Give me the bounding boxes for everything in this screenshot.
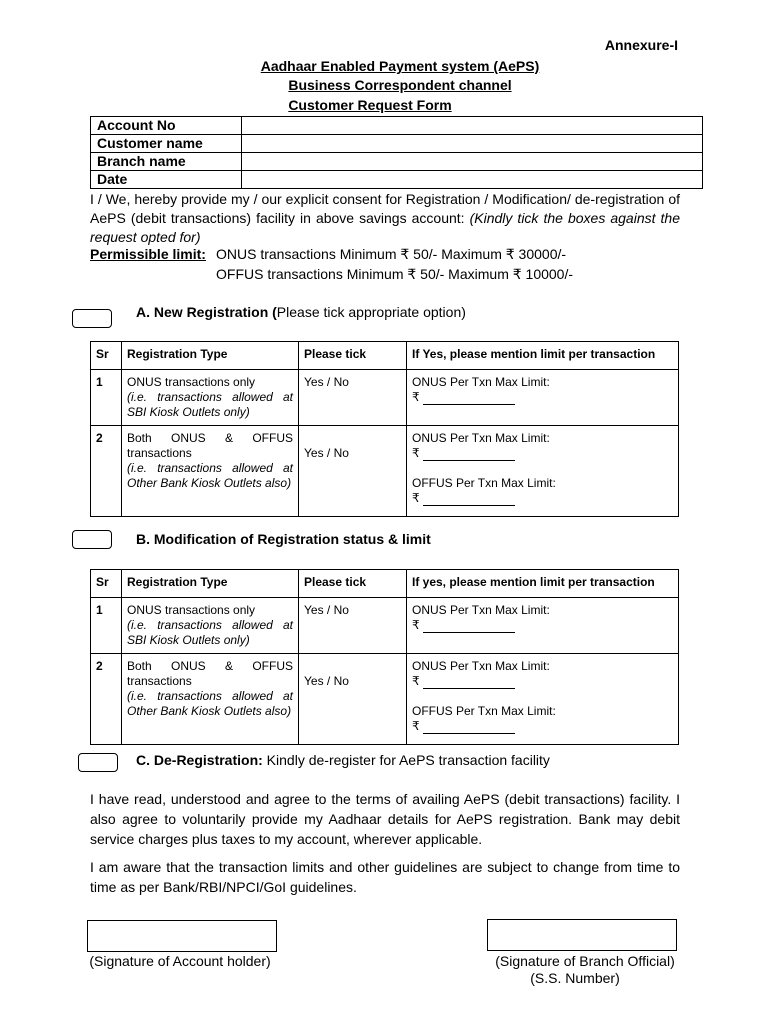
form-title-2: Business Correspondent channel	[288, 77, 512, 93]
section-a-heading	[136, 304, 466, 320]
table-row	[91, 370, 679, 426]
consent-note: (Kindly tick the boxes against the request opted for)	[90, 210, 680, 245]
section-c-heading	[136, 752, 550, 768]
section-c-note: Kindly de-register for AePS transaction facility	[262, 752, 550, 768]
section-a-note: Please tick appropriate option)	[276, 304, 466, 320]
modification-checkbox[interactable]	[72, 530, 112, 549]
row-sr: 2	[91, 654, 122, 745]
table-row	[91, 598, 679, 654]
branch-name-field[interactable]	[242, 153, 703, 171]
row-tick[interactable]: Yes / No	[299, 370, 407, 426]
offus-limit-label: OFFUS Per Txn Max Limit:	[412, 476, 556, 490]
col-sr: Sr	[91, 342, 122, 370]
ss-number-label: (S.S. Number)	[530, 970, 620, 986]
row-tick[interactable]: Yes / No	[299, 426, 407, 517]
table-row	[91, 426, 679, 517]
offus-limit-blank[interactable]	[423, 493, 515, 506]
new-registration-checkbox[interactable]	[72, 309, 112, 328]
agreement-paragraph-1: I have read, understood and agree to the terms of availing AePS (debit transactions) facility. I also agree to voluntarily provide my Aadhaar details for AePS registration. Bank may debit service charges plus taxes to my account, wherever applicable.	[90, 791, 680, 847]
rupee-symbol: ₹	[412, 390, 420, 404]
rupee-symbol: ₹	[412, 618, 420, 632]
onus-limit-blank[interactable]	[423, 392, 515, 405]
date-field[interactable]	[242, 171, 703, 189]
customer-name-label: Customer name	[91, 135, 242, 153]
row-type-main: ONUS transactions only	[127, 375, 256, 389]
row-type-main: Both ONUS & OFFUS transactions	[127, 431, 293, 460]
row-tick[interactable]: Yes / No	[299, 654, 407, 745]
section-a-title: A. New Registration (	[136, 304, 277, 320]
branch-name-label: Branch name	[91, 153, 242, 171]
col-limit: If Yes, please mention limit per transaction	[407, 342, 679, 370]
row-type-note: (i.e. transactions allowed at SBI Kiosk Outlets only)	[127, 390, 293, 419]
table-row	[91, 117, 703, 135]
customer-name-field[interactable]	[242, 135, 703, 153]
rupee-symbol: ₹	[412, 491, 420, 505]
row-limit	[407, 426, 679, 517]
onus-limit-label: ONUS Per Txn Max Limit:	[412, 659, 550, 673]
table-row	[91, 135, 703, 153]
section-c-title: C. De-Registration:	[136, 752, 263, 768]
branch-official-signature-label: (Signature of Branch Official)	[495, 953, 675, 969]
onus-limit-label: ONUS Per Txn Max Limit:	[412, 431, 550, 445]
row-type	[122, 370, 299, 426]
offus-limit-blank[interactable]	[423, 721, 515, 734]
onus-limit-label: ONUS Per Txn Max Limit:	[412, 375, 550, 389]
offus-limit-text: OFFUS transactions Minimum ₹ 50/- Maximum ₹ 10000/-	[216, 266, 574, 282]
date-label: Date	[91, 171, 242, 189]
annexure-label: Annexure-I	[604, 37, 678, 53]
onus-limit-blank[interactable]	[423, 676, 515, 689]
onus-limit-label: ONUS Per Txn Max Limit:	[412, 603, 550, 617]
agreement-paragraph-2: I am aware that the transaction limits and other guidelines are subject to change from time to time as per Bank/RBI/NPCI/GoI guidelines.	[90, 859, 680, 895]
table-header-row	[91, 342, 679, 370]
consent-text: I / We, hereby provide my / our explicit consent for Registration / Modification/ de-registration of AePS (debit transactions) facility in above savings account:	[90, 191, 680, 226]
row-sr: 2	[91, 426, 122, 517]
onus-limit-blank[interactable]	[423, 620, 515, 633]
row-sr: 1	[91, 370, 122, 426]
col-limit: If yes, please mention limit per transaction	[407, 570, 679, 598]
form-title-3: Customer Request Form	[288, 97, 452, 113]
row-type-note: (i.e. transactions allowed at SBI Kiosk Outlets only)	[127, 618, 293, 647]
account-holder-signature-box[interactable]	[87, 920, 277, 952]
onus-limit-text: ONUS transactions Minimum ₹ 50/- Maximum ₹ 30000/-	[216, 246, 567, 262]
col-registration-type: Registration Type	[122, 342, 299, 370]
row-type	[122, 654, 299, 745]
row-type-main: ONUS transactions only	[127, 603, 256, 617]
table-row	[91, 654, 679, 745]
onus-limit-blank[interactable]	[423, 448, 515, 461]
account-holder-signature-label: (Signature of Account holder)	[89, 953, 271, 969]
col-please-tick: Please tick	[299, 570, 407, 598]
section-b-heading: B. Modification of Registration status & limit	[136, 531, 431, 547]
row-type-main: Both ONUS & OFFUS transactions	[127, 659, 293, 688]
row-tick[interactable]: Yes / No	[299, 598, 407, 654]
rupee-symbol: ₹	[412, 719, 420, 733]
row-type	[122, 426, 299, 517]
form-title-1: Aadhaar Enabled Payment system (AePS)	[260, 58, 540, 74]
row-type-note: (i.e. transactions allowed at Other Bank Kiosk Outlets also)	[127, 689, 293, 718]
table-header-row	[91, 570, 679, 598]
modification-table	[90, 569, 679, 745]
branch-official-signature-box[interactable]	[487, 919, 677, 951]
col-sr: Sr	[91, 570, 122, 598]
de-registration-checkbox[interactable]	[78, 753, 118, 772]
col-please-tick: Please tick	[299, 342, 407, 370]
row-limit	[407, 654, 679, 745]
offus-limit-label: OFFUS Per Txn Max Limit:	[412, 704, 556, 718]
permissible-limit-label: Permissible limit:	[90, 246, 206, 262]
customer-info-table	[90, 116, 703, 189]
table-row	[91, 171, 703, 189]
table-row	[91, 153, 703, 171]
row-limit	[407, 370, 679, 426]
rupee-symbol: ₹	[412, 446, 420, 460]
rupee-symbol: ₹	[412, 674, 420, 688]
account-no-field[interactable]	[242, 117, 703, 135]
new-registration-table	[90, 341, 679, 517]
consent-paragraph	[90, 190, 680, 247]
account-no-label: Account No	[91, 117, 242, 135]
row-limit	[407, 598, 679, 654]
row-sr: 1	[91, 598, 122, 654]
col-registration-type: Registration Type	[122, 570, 299, 598]
row-type	[122, 598, 299, 654]
row-type-note: (i.e. transactions allowed at Other Bank Kiosk Outlets also)	[127, 461, 293, 490]
